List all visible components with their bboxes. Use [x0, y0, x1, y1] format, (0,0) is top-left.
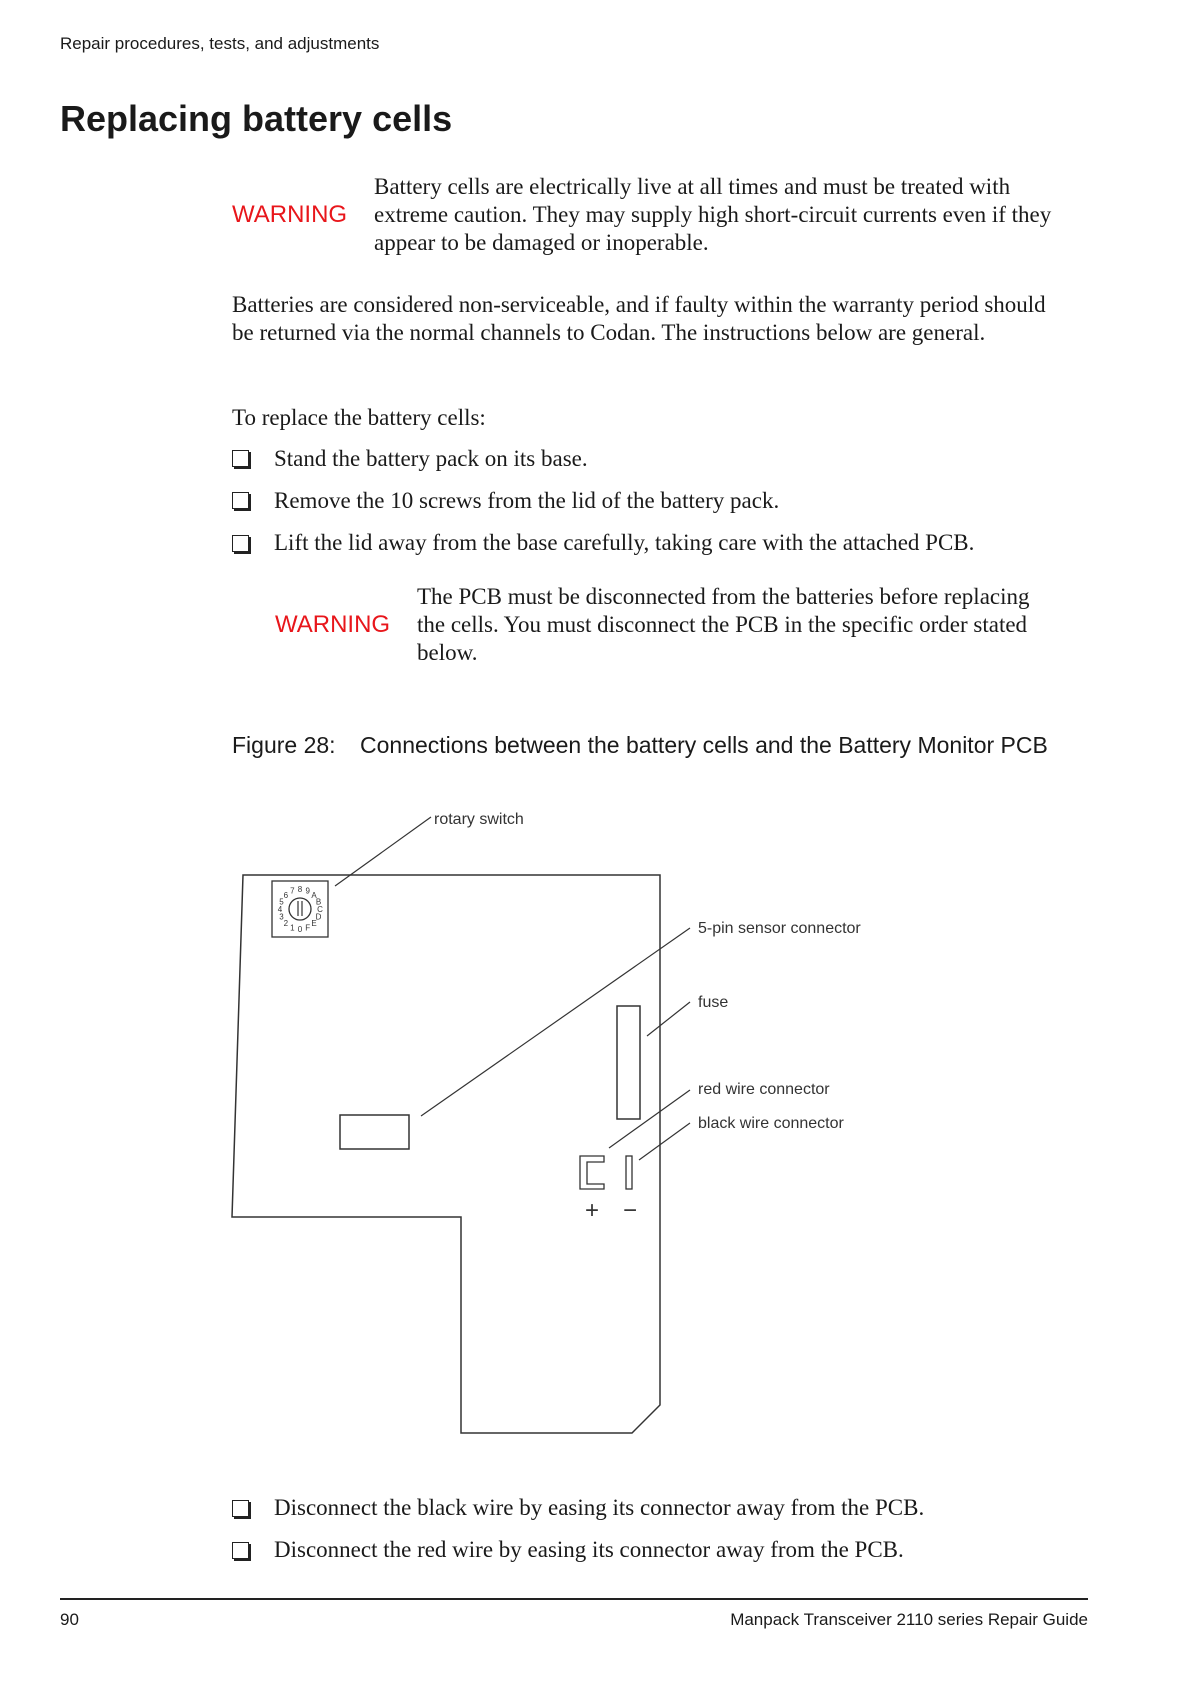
guide-title: Manpack Transceiver 2110 series Repair Guide [730, 1610, 1088, 1629]
warning-line: appear to be damaged or inoperable. [374, 230, 709, 255]
red-wire-connector [580, 1156, 604, 1189]
footer-rule [60, 1598, 1088, 1600]
leader-line [639, 1123, 690, 1160]
warning-line: The PCB must be disconnected from the batteries before replacing [417, 584, 1030, 609]
dial-character: A [311, 890, 317, 900]
figure-caption-text: Connections between the battery cells and the Battery Monitor PCB [360, 732, 1048, 758]
page-title: Replacing battery cells [60, 98, 453, 139]
label-fuse: fuse [698, 994, 729, 1011]
dial-character: 6 [283, 890, 289, 900]
leader-line [421, 928, 690, 1116]
dial-character: 4 [277, 905, 283, 914]
label-sensor-connector: 5-pin sensor connector [698, 920, 861, 937]
procedure-lead: To replace the battery cells: [232, 405, 486, 430]
warning-line: extreme caution. They may supply high short-circuit currents even if they [374, 202, 1052, 227]
step-text: Lift the lid away from the base carefully, taking care with the attached PCB. [274, 530, 975, 555]
dial-character: C [317, 905, 323, 914]
dial-character: B [315, 897, 322, 907]
paragraph-line: Batteries are considered non-serviceable, and if faulty within the warranty period should [232, 292, 1046, 317]
warning-line: below. [417, 640, 478, 665]
pcb-outline [232, 875, 660, 1433]
label-black-wire: black wire connector [698, 1115, 844, 1132]
minus-sign: − [622, 1197, 638, 1224]
dial-character: F [305, 923, 311, 933]
dial-character: D [315, 912, 322, 922]
dial-character: 1 [290, 923, 295, 933]
dial-character: 7 [290, 886, 295, 896]
sensor-connector [340, 1115, 409, 1149]
label-rotary-switch: rotary switch [434, 811, 524, 828]
leader-line [647, 1002, 690, 1036]
warning-line: the cells. You must disconnect the PCB in the specific order stated [417, 612, 1028, 637]
page-number: 90 [60, 1610, 79, 1629]
dial-character: 0 [297, 925, 303, 934]
warning-label: WARNING [275, 611, 391, 638]
dial-character: 9 [305, 886, 310, 896]
fuse [617, 1006, 640, 1119]
warning-label: WARNING [232, 201, 348, 228]
paragraph-line: be returned via the normal channels to Codan. The instructions below are general. [232, 320, 986, 345]
figure-number: Figure 28: [232, 732, 336, 758]
running-header: Repair procedures, tests, and adjustments [60, 34, 380, 53]
dial-character: 3 [279, 912, 284, 922]
dial-character: 5 [279, 897, 284, 907]
step-text: Disconnect the red wire by easing its connector away from the PCB. [274, 1537, 904, 1562]
checkbox-icon [232, 1542, 249, 1559]
checkbox-icon [232, 1500, 249, 1517]
dial-character: 8 [297, 885, 303, 894]
plus-sign: + [584, 1197, 600, 1224]
dial-character: E [311, 919, 317, 929]
step-text: Remove the 10 screws from the lid of the battery pack. [274, 488, 780, 513]
black-wire-connector [626, 1156, 632, 1189]
warning-line: Battery cells are electrically live at all times and must be treated with [374, 174, 1011, 199]
step-text: Disconnect the black wire by easing its connector away from the PCB. [274, 1495, 925, 1520]
step-text: Stand the battery pack on its base. [274, 446, 588, 471]
label-red-wire: red wire connector [698, 1081, 830, 1098]
dial-character: 2 [283, 919, 289, 929]
rotary-switch [272, 881, 328, 937]
